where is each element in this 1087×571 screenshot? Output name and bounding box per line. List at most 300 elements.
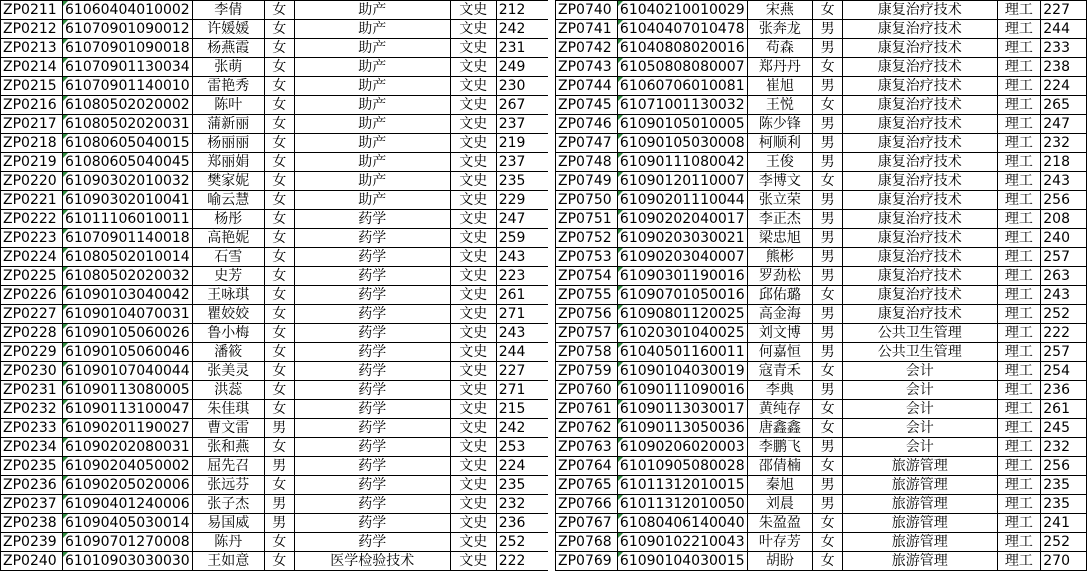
gender-cell[interactable]: 女 <box>813 286 843 305</box>
applicant-id-cell[interactable]: ZP0239 <box>1 533 63 552</box>
name-cell[interactable]: 曹文雷 <box>192 419 264 438</box>
category-cell[interactable]: 文史 <box>450 495 496 514</box>
major-cell[interactable]: 药学 <box>294 229 450 248</box>
applicant-id-cell[interactable]: ZP0764 <box>556 457 618 476</box>
category-cell[interactable]: 理工 <box>997 115 1041 134</box>
score-cell[interactable]: 233 <box>1041 39 1087 58</box>
name-cell[interactable]: 王俊 <box>747 153 813 172</box>
ticket-number-cell[interactable]: 61090113080005 <box>63 381 193 400</box>
gender-cell[interactable]: 女 <box>264 400 294 419</box>
name-cell[interactable]: 刘文博 <box>747 324 813 343</box>
ticket-number-cell[interactable]: 61090107040044 <box>63 362 193 381</box>
category-cell[interactable]: 理工 <box>997 39 1041 58</box>
ticket-number-cell[interactable]: 61090203040007 <box>617 248 747 267</box>
name-cell[interactable]: 陈叶 <box>192 96 264 115</box>
score-cell[interactable]: 245 <box>1041 419 1087 438</box>
major-cell[interactable]: 医学检验技术 <box>294 552 450 571</box>
applicant-id-cell[interactable]: ZP0230 <box>1 362 63 381</box>
applicant-id-cell[interactable]: ZP0225 <box>1 267 63 286</box>
ticket-number-cell[interactable]: 61090202080031 <box>63 438 193 457</box>
applicant-id-cell[interactable]: ZP0218 <box>1 134 63 153</box>
score-cell[interactable]: 265 <box>1041 96 1087 115</box>
gender-cell[interactable]: 女 <box>264 1 294 20</box>
score-cell[interactable]: 224 <box>496 457 552 476</box>
ticket-number-cell[interactable]: 61040808020016 <box>617 39 747 58</box>
major-cell[interactable]: 助产 <box>294 115 450 134</box>
ticket-number-cell[interactable]: 61090120110007 <box>617 172 747 191</box>
category-cell[interactable]: 文史 <box>450 210 496 229</box>
major-cell[interactable]: 助产 <box>294 153 450 172</box>
major-cell[interactable]: 助产 <box>294 39 450 58</box>
score-cell[interactable]: 237 <box>496 115 552 134</box>
name-cell[interactable]: 张和燕 <box>192 438 264 457</box>
gender-cell[interactable]: 男 <box>813 115 843 134</box>
major-cell[interactable]: 药学 <box>294 248 450 267</box>
name-cell[interactable]: 郑丹丹 <box>747 58 813 77</box>
ticket-number-cell[interactable]: 61011312010050 <box>617 495 747 514</box>
category-cell[interactable]: 理工 <box>997 229 1041 248</box>
ticket-number-cell[interactable]: 61080502020032 <box>63 267 193 286</box>
name-cell[interactable]: 刘晨 <box>747 495 813 514</box>
name-cell[interactable]: 雷艳秀 <box>192 77 264 96</box>
ticket-number-cell[interactable]: 61090103040042 <box>63 286 193 305</box>
major-cell[interactable]: 助产 <box>294 134 450 153</box>
major-cell[interactable]: 康复治疗技术 <box>842 58 997 77</box>
applicant-id-cell[interactable]: ZP0761 <box>556 400 618 419</box>
major-cell[interactable]: 康复治疗技术 <box>842 115 997 134</box>
ticket-number-cell[interactable]: 61090205020006 <box>63 476 193 495</box>
gender-cell[interactable]: 男 <box>813 39 843 58</box>
ticket-number-cell[interactable]: 61090204050002 <box>63 457 193 476</box>
score-cell[interactable]: 218 <box>1041 153 1087 172</box>
ticket-number-cell[interactable]: 61090104030015 <box>617 552 747 571</box>
name-cell[interactable]: 宋燕 <box>747 1 813 20</box>
major-cell[interactable]: 药学 <box>294 305 450 324</box>
ticket-number-cell[interactable]: 61090104070031 <box>63 305 193 324</box>
major-cell[interactable]: 会计 <box>842 438 997 457</box>
gender-cell[interactable]: 女 <box>813 552 843 571</box>
gender-cell[interactable]: 男 <box>813 191 843 210</box>
applicant-id-cell[interactable]: ZP0758 <box>556 343 618 362</box>
score-cell[interactable]: 235 <box>496 476 552 495</box>
gender-cell[interactable]: 男 <box>813 77 843 96</box>
name-cell[interactable]: 张远芬 <box>192 476 264 495</box>
gender-cell[interactable]: 男 <box>813 495 843 514</box>
category-cell[interactable]: 文史 <box>450 134 496 153</box>
name-cell[interactable]: 杨彤 <box>192 210 264 229</box>
gender-cell[interactable]: 女 <box>264 39 294 58</box>
gender-cell[interactable]: 女 <box>264 153 294 172</box>
ticket-number-cell[interactable]: 61040501160011 <box>617 343 747 362</box>
major-cell[interactable]: 康复治疗技术 <box>842 305 997 324</box>
ticket-number-cell[interactable]: 61060706010081 <box>617 77 747 96</box>
gender-cell[interactable]: 女 <box>264 267 294 286</box>
applicant-id-cell[interactable]: ZP0235 <box>1 457 63 476</box>
score-cell[interactable]: 259 <box>496 229 552 248</box>
applicant-id-cell[interactable]: ZP0740 <box>556 1 618 20</box>
major-cell[interactable]: 会计 <box>842 419 997 438</box>
major-cell[interactable]: 康复治疗技术 <box>842 20 997 39</box>
major-cell[interactable]: 康复治疗技术 <box>842 39 997 58</box>
major-cell[interactable]: 康复治疗技术 <box>842 153 997 172</box>
applicant-id-cell[interactable]: ZP0769 <box>556 552 618 571</box>
ticket-number-cell[interactable]: 61090105010005 <box>617 115 747 134</box>
name-cell[interactable]: 杨燕霞 <box>192 39 264 58</box>
score-cell[interactable]: 244 <box>496 343 552 362</box>
major-cell[interactable]: 药学 <box>294 476 450 495</box>
score-cell[interactable]: 237 <box>496 153 552 172</box>
applicant-id-cell[interactable]: ZP0227 <box>1 305 63 324</box>
score-cell[interactable]: 235 <box>1041 495 1087 514</box>
category-cell[interactable]: 文史 <box>450 324 496 343</box>
applicant-id-cell[interactable]: ZP0762 <box>556 419 618 438</box>
major-cell[interactable]: 药学 <box>294 210 450 229</box>
score-cell[interactable]: 244 <box>1041 20 1087 39</box>
category-cell[interactable]: 文史 <box>450 39 496 58</box>
category-cell[interactable]: 文史 <box>450 438 496 457</box>
gender-cell[interactable]: 男 <box>813 267 843 286</box>
gender-cell[interactable]: 女 <box>264 305 294 324</box>
major-cell[interactable]: 助产 <box>294 58 450 77</box>
major-cell[interactable]: 旅游管理 <box>842 514 997 533</box>
gender-cell[interactable]: 男 <box>264 457 294 476</box>
score-cell[interactable]: 235 <box>496 172 552 191</box>
category-cell[interactable]: 文史 <box>450 362 496 381</box>
score-cell[interactable]: 240 <box>1041 229 1087 248</box>
applicant-id-cell[interactable]: ZP0211 <box>1 1 63 20</box>
applicant-id-cell[interactable]: ZP0766 <box>556 495 618 514</box>
score-cell[interactable]: 271 <box>496 381 552 400</box>
major-cell[interactable]: 助产 <box>294 77 450 96</box>
name-cell[interactable]: 张萌 <box>192 58 264 77</box>
major-cell[interactable]: 药学 <box>294 457 450 476</box>
category-cell[interactable]: 文史 <box>450 286 496 305</box>
ticket-number-cell[interactable]: 61090201190027 <box>63 419 193 438</box>
category-cell[interactable]: 文史 <box>450 533 496 552</box>
applicant-id-cell[interactable]: ZP0747 <box>556 134 618 153</box>
applicant-id-cell[interactable]: ZP0749 <box>556 172 618 191</box>
score-cell[interactable]: 271 <box>496 305 552 324</box>
gender-cell[interactable]: 女 <box>264 210 294 229</box>
ticket-number-cell[interactable]: 61090111090016 <box>617 381 747 400</box>
gender-cell[interactable]: 女 <box>264 134 294 153</box>
category-cell[interactable]: 文史 <box>450 153 496 172</box>
score-cell[interactable]: 222 <box>496 552 552 571</box>
applicant-id-cell[interactable]: ZP0213 <box>1 39 63 58</box>
major-cell[interactable]: 药学 <box>294 533 450 552</box>
score-cell[interactable]: 261 <box>1041 400 1087 419</box>
ticket-number-cell[interactable]: 61060404010002 <box>63 1 193 20</box>
name-cell[interactable]: 易国威 <box>192 514 264 533</box>
score-cell[interactable]: 247 <box>496 210 552 229</box>
score-cell[interactable]: 224 <box>1041 77 1087 96</box>
applicant-id-cell[interactable]: ZP0744 <box>556 77 618 96</box>
gender-cell[interactable]: 女 <box>813 514 843 533</box>
name-cell[interactable]: 樊家妮 <box>192 172 264 191</box>
name-cell[interactable]: 史芳 <box>192 267 264 286</box>
name-cell[interactable]: 张子杰 <box>192 495 264 514</box>
applicant-id-cell[interactable]: ZP0759 <box>556 362 618 381</box>
applicant-id-cell[interactable]: ZP0219 <box>1 153 63 172</box>
score-cell[interactable]: 252 <box>1041 533 1087 552</box>
applicant-id-cell[interactable]: ZP0742 <box>556 39 618 58</box>
category-cell[interactable]: 理工 <box>997 153 1041 172</box>
major-cell[interactable]: 药学 <box>294 419 450 438</box>
gender-cell[interactable]: 女 <box>264 343 294 362</box>
name-cell[interactable]: 石雪 <box>192 248 264 267</box>
applicant-id-cell[interactable]: ZP0216 <box>1 96 63 115</box>
category-cell[interactable]: 理工 <box>997 400 1041 419</box>
score-cell[interactable]: 242 <box>496 419 552 438</box>
score-cell[interactable]: 256 <box>1041 457 1087 476</box>
category-cell[interactable]: 理工 <box>997 96 1041 115</box>
name-cell[interactable]: 陈少锋 <box>747 115 813 134</box>
name-cell[interactable]: 梁忠旭 <box>747 229 813 248</box>
score-cell[interactable]: 236 <box>496 514 552 533</box>
major-cell[interactable]: 药学 <box>294 286 450 305</box>
ticket-number-cell[interactable]: 61070901140018 <box>63 229 193 248</box>
applicant-id-cell[interactable]: ZP0226 <box>1 286 63 305</box>
gender-cell[interactable]: 女 <box>813 533 843 552</box>
applicant-id-cell[interactable]: ZP0767 <box>556 514 618 533</box>
gender-cell[interactable]: 男 <box>813 438 843 457</box>
category-cell[interactable]: 文史 <box>450 514 496 533</box>
category-cell[interactable]: 理工 <box>997 191 1041 210</box>
ticket-number-cell[interactable]: 61090111080042 <box>617 153 747 172</box>
gender-cell[interactable]: 男 <box>264 514 294 533</box>
name-cell[interactable]: 高艳妮 <box>192 229 264 248</box>
applicant-id-cell[interactable]: ZP0768 <box>556 533 618 552</box>
major-cell[interactable]: 药学 <box>294 324 450 343</box>
ticket-number-cell[interactable]: 61090104030019 <box>617 362 747 381</box>
score-cell[interactable]: 263 <box>1041 267 1087 286</box>
score-cell[interactable]: 249 <box>496 58 552 77</box>
applicant-id-cell[interactable]: ZP0741 <box>556 20 618 39</box>
applicant-id-cell[interactable]: ZP0229 <box>1 343 63 362</box>
major-cell[interactable]: 助产 <box>294 191 450 210</box>
ticket-number-cell[interactable]: 61070901130034 <box>63 58 193 77</box>
name-cell[interactable]: 崔旭 <box>747 77 813 96</box>
name-cell[interactable]: 喻云慧 <box>192 191 264 210</box>
ticket-number-cell[interactable]: 61090203030021 <box>617 229 747 248</box>
ticket-number-cell[interactable]: 61090405030014 <box>63 514 193 533</box>
score-cell[interactable]: 219 <box>496 134 552 153</box>
category-cell[interactable]: 文史 <box>450 343 496 362</box>
major-cell[interactable]: 康复治疗技术 <box>842 286 997 305</box>
category-cell[interactable]: 理工 <box>997 324 1041 343</box>
name-cell[interactable]: 许媛媛 <box>192 20 264 39</box>
gender-cell[interactable]: 男 <box>813 248 843 267</box>
score-cell[interactable]: 256 <box>1041 191 1087 210</box>
score-cell[interactable]: 252 <box>496 533 552 552</box>
gender-cell[interactable]: 男 <box>813 305 843 324</box>
name-cell[interactable]: 郑丽娟 <box>192 153 264 172</box>
applicant-id-cell[interactable]: ZP0753 <box>556 248 618 267</box>
gender-cell[interactable]: 女 <box>264 286 294 305</box>
gender-cell[interactable]: 男 <box>264 495 294 514</box>
score-cell[interactable]: 229 <box>496 191 552 210</box>
major-cell[interactable]: 康复治疗技术 <box>842 1 997 20</box>
category-cell[interactable]: 理工 <box>997 495 1041 514</box>
score-cell[interactable]: 215 <box>496 400 552 419</box>
score-cell[interactable]: 208 <box>1041 210 1087 229</box>
category-cell[interactable]: 文史 <box>450 476 496 495</box>
category-cell[interactable]: 文史 <box>450 419 496 438</box>
applicant-id-cell[interactable]: ZP0221 <box>1 191 63 210</box>
major-cell[interactable]: 药学 <box>294 343 450 362</box>
applicant-id-cell[interactable]: ZP0231 <box>1 381 63 400</box>
applicant-id-cell[interactable]: ZP0215 <box>1 77 63 96</box>
name-cell[interactable]: 朱盈盈 <box>747 514 813 533</box>
ticket-number-cell[interactable]: 61080605040045 <box>63 153 193 172</box>
major-cell[interactable]: 康复治疗技术 <box>842 77 997 96</box>
score-cell[interactable]: 232 <box>1041 438 1087 457</box>
name-cell[interactable]: 杨丽丽 <box>192 134 264 153</box>
gender-cell[interactable]: 女 <box>264 96 294 115</box>
category-cell[interactable]: 理工 <box>997 134 1041 153</box>
score-cell[interactable]: 252 <box>1041 305 1087 324</box>
applicant-id-cell[interactable]: ZP0228 <box>1 324 63 343</box>
ticket-number-cell[interactable]: 61090401240006 <box>63 495 193 514</box>
score-cell[interactable]: 243 <box>496 324 552 343</box>
score-cell[interactable]: 267 <box>496 96 552 115</box>
major-cell[interactable]: 药学 <box>294 267 450 286</box>
category-cell[interactable]: 文史 <box>450 305 496 324</box>
name-cell[interactable]: 瞿姣姣 <box>192 305 264 324</box>
applicant-id-cell[interactable]: ZP0212 <box>1 20 63 39</box>
name-cell[interactable]: 何嘉恒 <box>747 343 813 362</box>
category-cell[interactable]: 理工 <box>997 305 1041 324</box>
ticket-number-cell[interactable]: 61090701270008 <box>63 533 193 552</box>
name-cell[interactable]: 李倩 <box>192 1 264 20</box>
applicant-id-cell[interactable]: ZP0763 <box>556 438 618 457</box>
ticket-number-cell[interactable]: 61090105060046 <box>63 343 193 362</box>
gender-cell[interactable]: 女 <box>813 400 843 419</box>
category-cell[interactable]: 理工 <box>997 58 1041 77</box>
gender-cell[interactable]: 男 <box>813 229 843 248</box>
applicant-id-cell[interactable]: ZP0236 <box>1 476 63 495</box>
gender-cell[interactable]: 女 <box>264 20 294 39</box>
major-cell[interactable]: 旅游管理 <box>842 552 997 571</box>
major-cell[interactable]: 助产 <box>294 96 450 115</box>
category-cell[interactable]: 理工 <box>997 172 1041 191</box>
category-cell[interactable]: 理工 <box>997 457 1041 476</box>
major-cell[interactable]: 药学 <box>294 514 450 533</box>
score-cell[interactable]: 257 <box>1041 248 1087 267</box>
name-cell[interactable]: 唐鑫鑫 <box>747 419 813 438</box>
score-cell[interactable]: 254 <box>1041 362 1087 381</box>
category-cell[interactable]: 理工 <box>997 1 1041 20</box>
category-cell[interactable]: 理工 <box>997 77 1041 96</box>
major-cell[interactable]: 助产 <box>294 172 450 191</box>
category-cell[interactable]: 理工 <box>997 552 1041 571</box>
ticket-number-cell[interactable]: 61011106010011 <box>63 210 193 229</box>
ticket-number-cell[interactable]: 61071001130032 <box>617 96 747 115</box>
category-cell[interactable]: 文史 <box>450 1 496 20</box>
gender-cell[interactable]: 女 <box>264 362 294 381</box>
category-cell[interactable]: 文史 <box>450 115 496 134</box>
gender-cell[interactable]: 女 <box>264 248 294 267</box>
gender-cell[interactable]: 女 <box>264 324 294 343</box>
gender-cell[interactable]: 女 <box>264 476 294 495</box>
name-cell[interactable]: 鲁小梅 <box>192 324 264 343</box>
major-cell[interactable]: 药学 <box>294 400 450 419</box>
category-cell[interactable]: 理工 <box>997 514 1041 533</box>
ticket-number-cell[interactable]: 61090302010032 <box>63 172 193 191</box>
applicant-id-cell[interactable]: ZP0752 <box>556 229 618 248</box>
ticket-number-cell[interactable]: 61090105030008 <box>617 134 747 153</box>
ticket-number-cell[interactable]: 61040407010478 <box>617 20 747 39</box>
applicant-id-cell[interactable]: ZP0757 <box>556 324 618 343</box>
gender-cell[interactable]: 女 <box>813 58 843 77</box>
gender-cell[interactable]: 男 <box>813 324 843 343</box>
major-cell[interactable]: 旅游管理 <box>842 476 997 495</box>
major-cell[interactable]: 会计 <box>842 362 997 381</box>
gender-cell[interactable]: 女 <box>264 381 294 400</box>
ticket-number-cell[interactable]: 61080502020002 <box>63 96 193 115</box>
name-cell[interactable]: 寇青禾 <box>747 362 813 381</box>
major-cell[interactable]: 旅游管理 <box>842 533 997 552</box>
name-cell[interactable]: 邱佑璐 <box>747 286 813 305</box>
major-cell[interactable]: 康复治疗技术 <box>842 267 997 286</box>
major-cell[interactable]: 助产 <box>294 1 450 20</box>
applicant-id-cell[interactable]: ZP0750 <box>556 191 618 210</box>
applicant-id-cell[interactable]: ZP0214 <box>1 58 63 77</box>
major-cell[interactable]: 康复治疗技术 <box>842 96 997 115</box>
score-cell[interactable]: 243 <box>1041 172 1087 191</box>
gender-cell[interactable]: 男 <box>813 343 843 362</box>
major-cell[interactable]: 公共卫生管理 <box>842 324 997 343</box>
category-cell[interactable]: 理工 <box>997 20 1041 39</box>
category-cell[interactable]: 文史 <box>450 20 496 39</box>
ticket-number-cell[interactable]: 61090206020003 <box>617 438 747 457</box>
major-cell[interactable]: 康复治疗技术 <box>842 134 997 153</box>
category-cell[interactable]: 文史 <box>450 552 496 571</box>
name-cell[interactable]: 秦旭 <box>747 476 813 495</box>
applicant-id-cell[interactable]: ZP0237 <box>1 495 63 514</box>
score-cell[interactable]: 253 <box>496 438 552 457</box>
applicant-id-cell[interactable]: ZP0746 <box>556 115 618 134</box>
name-cell[interactable]: 张立荣 <box>747 191 813 210</box>
score-cell[interactable]: 212 <box>496 1 552 20</box>
applicant-id-cell[interactable]: ZP0755 <box>556 286 618 305</box>
gender-cell[interactable]: 男 <box>813 381 843 400</box>
gender-cell[interactable]: 女 <box>813 172 843 191</box>
applicant-id-cell[interactable]: ZP0240 <box>1 552 63 571</box>
ticket-number-cell[interactable]: 61070901140010 <box>63 77 193 96</box>
major-cell[interactable]: 旅游管理 <box>842 495 997 514</box>
category-cell[interactable]: 文史 <box>450 400 496 419</box>
gender-cell[interactable]: 女 <box>264 172 294 191</box>
score-cell[interactable]: 247 <box>1041 115 1087 134</box>
applicant-id-cell[interactable]: ZP0751 <box>556 210 618 229</box>
name-cell[interactable]: 熊彬 <box>747 248 813 267</box>
name-cell[interactable]: 柯顺利 <box>747 134 813 153</box>
name-cell[interactable]: 王咏琪 <box>192 286 264 305</box>
applicant-id-cell[interactable]: ZP0760 <box>556 381 618 400</box>
category-cell[interactable]: 理工 <box>997 381 1041 400</box>
ticket-number-cell[interactable]: 61090113100047 <box>63 400 193 419</box>
score-cell[interactable]: 261 <box>496 286 552 305</box>
name-cell[interactable]: 叶存芳 <box>747 533 813 552</box>
ticket-number-cell[interactable]: 61090105060026 <box>63 324 193 343</box>
score-cell[interactable]: 257 <box>1041 343 1087 362</box>
ticket-number-cell[interactable]: 61070901090018 <box>63 39 193 58</box>
gender-cell[interactable]: 男 <box>813 210 843 229</box>
name-cell[interactable]: 胡盼 <box>747 552 813 571</box>
ticket-number-cell[interactable]: 61090102210043 <box>617 533 747 552</box>
category-cell[interactable]: 文史 <box>450 77 496 96</box>
